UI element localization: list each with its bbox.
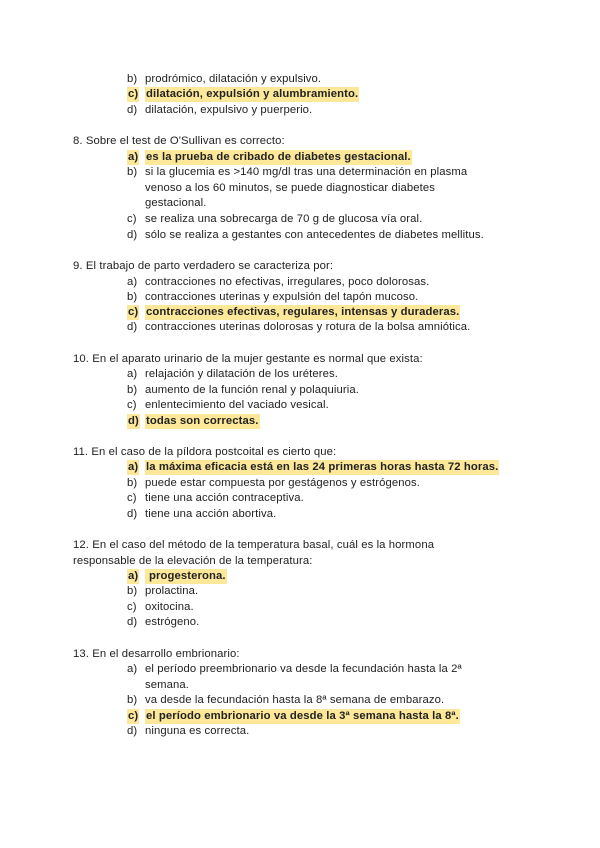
option-text: aumento de la función renal y polaquiuria. xyxy=(145,384,359,396)
option-text: todas son correctas. xyxy=(146,415,259,427)
option-text: ninguna es correcta. xyxy=(145,725,250,737)
option-letter: a) xyxy=(128,461,139,473)
option-text: contracciones no efectivas, irregulares, poco dolorosas. xyxy=(145,276,430,288)
option-text: dilatación, expulsión y alumbramiento. xyxy=(146,88,359,100)
option-letter: c) xyxy=(128,88,139,100)
q12-question-line-1: 12. En el caso del método de la temperatura basal, cuál es la hormona xyxy=(73,539,435,551)
option-letter: d) xyxy=(127,321,138,333)
option-letter: c) xyxy=(127,399,137,411)
option-letter: a) xyxy=(127,276,138,288)
option-text: enlentecimiento del vaciado vesical. xyxy=(145,399,329,411)
option-text: tiene una acción contraceptiva. xyxy=(145,492,304,504)
q10-question: 10. En el aparato urinario de la mujer gestante es normal que exista: xyxy=(73,353,423,365)
option-letter: b) xyxy=(127,166,138,178)
option-text: tiene una acción abortiva. xyxy=(145,508,277,520)
q9-question: 9. El trabajo de parto verdadero se caracteriza por: xyxy=(73,260,334,272)
q13-question: 13. En el desarrollo embrionario: xyxy=(73,648,240,660)
option-letter: a) xyxy=(128,570,139,582)
option-letter: c) xyxy=(127,492,137,504)
option-letter: b) xyxy=(127,694,138,706)
q13-option-a-line-2: semana. xyxy=(145,679,190,691)
option-text: prolactina. xyxy=(145,585,199,597)
option-letter: d) xyxy=(128,415,139,427)
option-text: contracciones uterinas y expulsión del tapón mucoso. xyxy=(145,291,419,303)
option-letter: a) xyxy=(127,663,138,675)
option-letter: c) xyxy=(128,710,139,722)
q8-option-b-line-2: venoso a los 60 minutos, se puede diagnosticar diabetes xyxy=(145,182,435,194)
option-letter: d) xyxy=(127,725,138,737)
q12-question-line-2: responsable de la elevación de la temperatura: xyxy=(73,555,313,567)
option-text: puede estar compuesta por gestágenos y estrógenos. xyxy=(145,477,421,489)
option-text: el período embrionario va desde la 3ª semana hasta la 8ª. xyxy=(146,710,459,722)
option-text: relajación y dilatación de los uréteres. xyxy=(145,368,339,380)
option-text: la máxima eficacia está en las 24 primeras horas hasta 72 horas. xyxy=(146,461,499,473)
option-text: se realiza una sobrecarga de 70 g de glucosa vía oral. xyxy=(145,213,423,225)
option-text: estrógeno. xyxy=(145,616,200,628)
option-letter: b) xyxy=(127,384,138,396)
option-text: oxitocina. xyxy=(145,601,194,613)
option-text: dilatación, expulsivo y puerperio. xyxy=(145,104,313,116)
q8-option-b-line-3: gestacional. xyxy=(145,197,207,209)
q8-question: 8. Sobre el test de O'Sullivan es correcto: xyxy=(73,135,285,147)
option-letter: d) xyxy=(127,104,138,116)
option-letter: b) xyxy=(127,585,138,597)
option-letter: c) xyxy=(127,601,137,613)
option-letter: c) xyxy=(127,213,137,225)
q11-question: 11. En el caso de la píldora postcoital es cierto que: xyxy=(73,446,337,458)
option-letter: d) xyxy=(127,508,138,520)
option-letter: d) xyxy=(127,229,138,241)
option-text: prodrómico, dilatación y expulsivo. xyxy=(145,73,322,85)
option-letter: b) xyxy=(127,477,138,489)
option-text: es la prueba de cribado de diabetes gestacional. xyxy=(146,151,411,163)
option-text: contracciones uterinas dolorosas y rotura de la bolsa amniótica. xyxy=(145,321,471,333)
option-text: progesterona. xyxy=(145,569,227,584)
option-letter: a) xyxy=(128,151,139,163)
option-text: va desde la fecundación hasta la 8ª semana de embarazo. xyxy=(145,694,445,706)
option-letter: b) xyxy=(127,73,138,85)
option-letter: d) xyxy=(127,616,138,628)
option-text: sólo se realiza a gestantes con antecedentes de diabetes mellitus. xyxy=(145,229,484,241)
option-text: contracciones efectivas, regulares, intensas y duraderas. xyxy=(146,306,460,318)
option-letter: c) xyxy=(128,306,139,318)
option-text: el período preembrionario va desde la fecundación hasta la 2ª xyxy=(145,663,462,675)
option-letter: a) xyxy=(127,368,138,380)
option-text: si la glucemia es >140 mg/dl tras una determinación en plasma xyxy=(145,166,468,178)
option-letter: b) xyxy=(127,291,138,303)
